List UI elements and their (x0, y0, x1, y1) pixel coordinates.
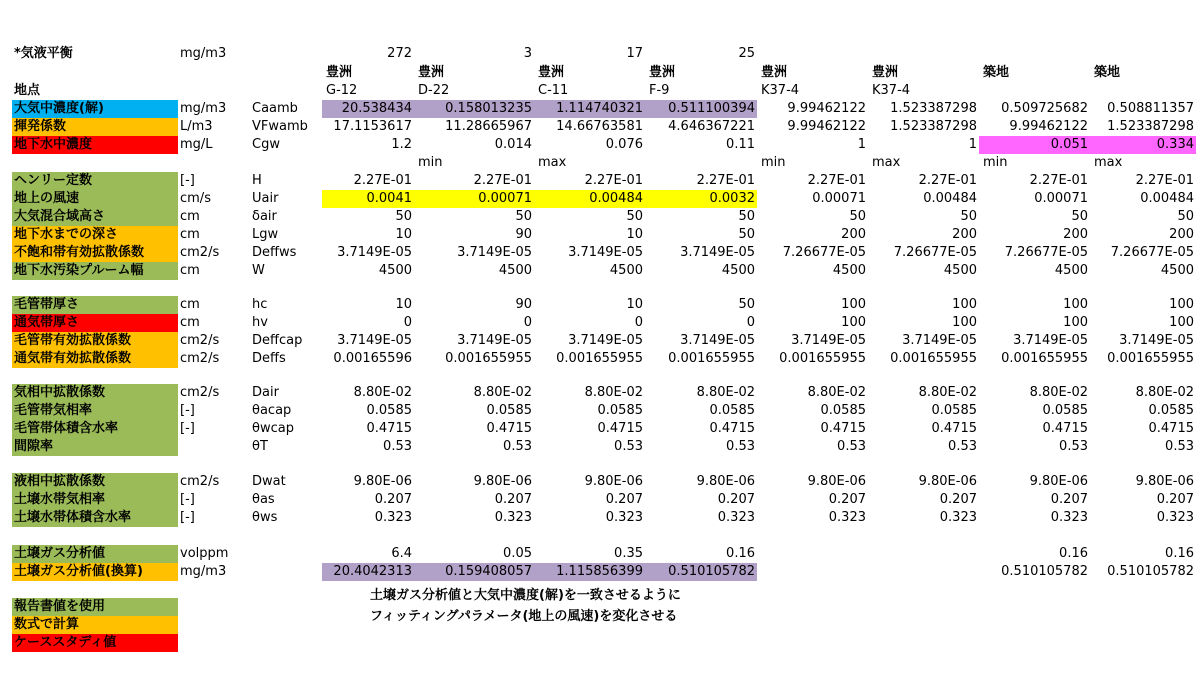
well-id: D-22 (418, 83, 450, 98)
cell: 0.511100394 (645, 100, 757, 118)
cell: 0.001655955 (556, 351, 643, 366)
cell: 0.0585 (709, 403, 755, 418)
cell: 0.0041 (322, 190, 414, 208)
table-row (0, 438, 1200, 456)
cell: 90 (515, 297, 532, 312)
cell: 8.80E-02 (918, 385, 977, 400)
site-row (0, 64, 1200, 82)
row-symbol: hc (252, 297, 268, 312)
row-symbol: δair (252, 209, 277, 224)
cell: 100 (1063, 297, 1088, 312)
legend-formula: 数式で計算 (12, 616, 178, 634)
site-name: 豊洲 (538, 65, 565, 80)
cell: 7.26677E-05 (893, 245, 977, 260)
cell: 0.0032 (645, 190, 757, 208)
row-symbol: θws (252, 510, 278, 525)
cell: 0.207 (939, 492, 977, 507)
cell: 0.014 (494, 137, 532, 152)
row-unit: cm2/s (180, 333, 220, 348)
cell: 0.0585 (366, 403, 412, 418)
cell: 200 (841, 227, 866, 242)
cell: 0.0585 (1148, 403, 1194, 418)
well-id: G-12 (326, 83, 358, 98)
row-unit: cm (180, 297, 200, 312)
cell: 3.7149E-05 (337, 245, 412, 260)
cell: 100 (952, 315, 977, 330)
equilibrium-row (0, 45, 1200, 63)
cell: 0.334 (1090, 136, 1196, 154)
table-row (0, 244, 1200, 262)
cell: 8.80E-02 (807, 385, 866, 400)
cell: 9.99462122 (787, 119, 866, 134)
cell: 0.510105782 (1001, 564, 1088, 579)
cell: 17.1153617 (333, 119, 412, 134)
cell: 50 (738, 227, 755, 242)
row-unit: cm (180, 263, 200, 278)
cell: 9.80E-06 (696, 474, 755, 489)
site-name: 豊洲 (649, 65, 676, 80)
cell: 0.158013235 (414, 100, 534, 118)
well-id: F-9 (649, 83, 670, 98)
cell: 0.509725682 (1001, 101, 1088, 116)
cell: 3.7149E-05 (337, 333, 412, 348)
cell: 0.001655955 (445, 351, 532, 366)
cell: 0.001655955 (1107, 351, 1194, 366)
row-label: 間隙率 (12, 438, 178, 456)
row-label: 液相中拡散係数 (12, 473, 178, 491)
row-symbol: Deffws (252, 245, 297, 260)
cell: 0.323 (1050, 510, 1088, 525)
row-unit (180, 438, 250, 456)
cell: 0.16 (1165, 546, 1194, 561)
cell: 50 (738, 209, 755, 224)
cell: 0.4715 (931, 421, 977, 436)
fitting-note-line1: 土壌ガス分析値と大気中濃度(解)を一致させるように (370, 588, 681, 603)
cell: 3.7149E-05 (902, 333, 977, 348)
cell: 0.207 (828, 492, 866, 507)
cell: 50 (626, 209, 643, 224)
cell: 1.114740321 (534, 100, 645, 118)
site-name: 豊洲 (326, 65, 353, 80)
cell: 50 (515, 209, 532, 224)
row-label: 土壌水帯気相率 (12, 491, 178, 509)
cell: 4500 (498, 263, 532, 278)
row-label: 大気中濃度(解) (12, 100, 178, 118)
row-symbol: Uair (252, 191, 279, 206)
cell: 9.80E-06 (918, 474, 977, 489)
cell: 1.523387298 (890, 119, 977, 134)
cell: 100 (1169, 315, 1194, 330)
table-row (0, 100, 1200, 118)
cell: 100 (952, 297, 977, 312)
cell: 4500 (609, 263, 643, 278)
row-label: 土壌ガス分析値 (12, 545, 178, 563)
cell: 4500 (943, 263, 977, 278)
cell: 9.80E-06 (353, 474, 412, 489)
cell: 8.80E-02 (696, 385, 755, 400)
cell: 0.0585 (1042, 403, 1088, 418)
row-unit: [-] (180, 492, 195, 507)
row-label: 揮発係数 (12, 118, 178, 136)
site-name: 築地 (983, 65, 1010, 80)
cell: 6.4 (391, 546, 412, 561)
cell: 0.207 (1156, 492, 1194, 507)
table-row (0, 314, 1200, 332)
cell: 0.00484 (1140, 191, 1194, 206)
cell: 1.2 (391, 137, 412, 152)
cell: 0.11 (726, 137, 755, 152)
row-label: 毛管帯気相率 (12, 402, 178, 420)
minmax-label: max (1094, 155, 1123, 170)
cell: 0.53 (726, 439, 755, 454)
cell: 0.323 (374, 510, 412, 525)
row-unit: [-] (180, 510, 195, 525)
cell: 0.076 (605, 137, 643, 152)
cell: 0.35 (614, 546, 643, 561)
row-unit: [-] (180, 403, 195, 418)
row-label: 土壌水帯体積含水率 (12, 509, 178, 527)
cell: 0.00071 (812, 191, 866, 206)
cell: 0.159408057 (414, 563, 534, 581)
well-id: C-11 (538, 83, 569, 98)
minmax-label: min (418, 155, 443, 170)
cell: 3.7149E-05 (568, 333, 643, 348)
cell: 0.00071 (1034, 191, 1088, 206)
cell: 0.508811357 (1107, 101, 1194, 116)
row-symbol: hv (252, 315, 268, 330)
cell: 0.001655955 (668, 351, 755, 366)
cell: 2.27E-01 (473, 173, 532, 188)
cell: 2.27E-01 (807, 173, 866, 188)
cell: 4500 (1160, 263, 1194, 278)
cell: 9.80E-06 (807, 474, 866, 489)
row-symbol: θT (252, 439, 268, 454)
cell: 2.27E-01 (1135, 173, 1194, 188)
cell: 0.207 (494, 492, 532, 507)
row-unit: cm2/s (180, 245, 220, 260)
row-symbol: Deffcap (252, 333, 303, 348)
row-label: 不飽和帯有効拡散係数 (12, 244, 178, 262)
table-row (0, 296, 1200, 314)
row-label: 毛管帯体積含水率 (12, 420, 178, 438)
cell: 0.323 (605, 510, 643, 525)
table-row (0, 402, 1200, 420)
point-label: 地点 (14, 83, 41, 98)
cell: 0.323 (494, 510, 532, 525)
row-label: 地下水汚染プルーム幅 (12, 262, 178, 280)
row-unit: mg/m3 (180, 101, 227, 116)
cell: 200 (952, 227, 977, 242)
cell: 0 (746, 315, 755, 330)
cell: 4.646367221 (668, 119, 755, 134)
cell: 4500 (1054, 263, 1088, 278)
row-unit: cm (180, 209, 200, 224)
cell: 0.207 (374, 492, 412, 507)
cell: 8.80E-02 (1029, 385, 1088, 400)
row-symbol: Deffs (252, 351, 286, 366)
minmax-label: max (538, 155, 567, 170)
row-symbol: H (252, 173, 262, 188)
site-name: 築地 (1094, 65, 1121, 80)
cell: 0.00484 (534, 190, 645, 208)
cell: 1 (857, 137, 866, 152)
table-row (0, 384, 1200, 402)
cell: 0.53 (383, 439, 412, 454)
cell: 0.323 (828, 510, 866, 525)
cell: 3.7149E-05 (680, 245, 755, 260)
cell: 20.4042313 (322, 563, 414, 581)
row-symbol: Caamb (252, 101, 298, 116)
cell: 4500 (721, 263, 755, 278)
row-symbol: VFwamb (252, 119, 308, 134)
cell: 0.323 (717, 510, 755, 525)
cell: 50 (1071, 209, 1088, 224)
cell: 0.4715 (1042, 421, 1088, 436)
cell: 50 (395, 209, 412, 224)
equilibrium-value: 3 (523, 46, 532, 61)
cell: 0.323 (939, 510, 977, 525)
cell: 2.27E-01 (353, 173, 412, 188)
cell: 200 (1169, 227, 1194, 242)
table-row (0, 208, 1200, 226)
cell: 0.53 (1059, 439, 1088, 454)
cell: 0.00484 (923, 191, 977, 206)
cell: 0.4715 (366, 421, 412, 436)
row-unit: volppm (180, 546, 229, 561)
row-symbol: Dair (252, 385, 279, 400)
row-symbol: Lgw (252, 227, 279, 242)
cell: 2.27E-01 (696, 173, 755, 188)
row-label: 毛管帯厚さ (12, 296, 178, 314)
well-id: K37-4 (872, 83, 911, 98)
legend-report-value: 報告書値を使用 (12, 598, 178, 616)
cell: 0.001655955 (1001, 351, 1088, 366)
table-row (0, 226, 1200, 244)
cell: 9.99462122 (787, 101, 866, 116)
cell: 4500 (832, 263, 866, 278)
cell: 0.510105782 (1107, 564, 1194, 579)
cell: 7.26677E-05 (1004, 245, 1088, 260)
cell: 1.523387298 (1107, 119, 1194, 134)
cell: 90 (515, 227, 532, 242)
cell: 0.001655955 (779, 351, 866, 366)
row-symbol: θacap (252, 403, 292, 418)
cell: 0.207 (1050, 492, 1088, 507)
row-unit: cm2/s (180, 474, 220, 489)
table-row (0, 118, 1200, 136)
row-unit: [-] (180, 173, 195, 188)
table-row (0, 491, 1200, 509)
cell: 0.4715 (1148, 421, 1194, 436)
cell: 50 (849, 209, 866, 224)
cell: 0.0585 (486, 403, 532, 418)
cell: 3.7149E-05 (1119, 333, 1194, 348)
cell: 0.00071 (414, 190, 534, 208)
equilibrium-value: 272 (387, 46, 412, 61)
minmax-row (0, 154, 1200, 172)
cell: 0.207 (717, 492, 755, 507)
cell: 0.207 (605, 492, 643, 507)
table-row (0, 563, 1200, 581)
cell: 0.53 (1165, 439, 1194, 454)
cell: 1 (968, 137, 977, 152)
cell: 0.53 (614, 439, 643, 454)
cell: 0.4715 (709, 421, 755, 436)
cell: 20.538434 (322, 100, 414, 118)
cell: 2.27E-01 (918, 173, 977, 188)
cell: 10 (395, 227, 412, 242)
cell: 100 (1063, 315, 1088, 330)
cell: 8.80E-02 (473, 385, 532, 400)
minmax-label: min (983, 155, 1008, 170)
cell: 0.53 (837, 439, 866, 454)
cell: 9.80E-06 (1029, 474, 1088, 489)
cell: 200 (1063, 227, 1088, 242)
row-symbol: θwcap (252, 421, 294, 436)
row-unit: cm2/s (180, 351, 220, 366)
cell: 3.7149E-05 (680, 333, 755, 348)
row-unit: cm (180, 315, 200, 330)
site-name: 豊洲 (872, 65, 899, 80)
cell: 0.051 (979, 136, 1090, 154)
row-label: 大気混合域高さ (12, 208, 178, 226)
equilibrium-value: 25 (738, 46, 755, 61)
cell: 2.27E-01 (584, 173, 643, 188)
cell: 100 (841, 315, 866, 330)
row-label: 地下水までの深さ (12, 226, 178, 244)
table-row (0, 332, 1200, 350)
row-label: 通気帯有効拡散係数 (12, 350, 178, 368)
cell: 0.0585 (931, 403, 977, 418)
well-id: K37-4 (761, 83, 800, 98)
table-row (0, 262, 1200, 280)
row-unit: L/m3 (180, 119, 213, 134)
equilibrium-title: *気液平衡 (14, 46, 73, 61)
table-row (0, 190, 1200, 208)
minmax-label: min (761, 155, 786, 170)
table-row (0, 350, 1200, 368)
cell: 4500 (378, 263, 412, 278)
cell: 10 (395, 297, 412, 312)
row-unit: cm/s (180, 191, 211, 206)
row-unit: cm2/s (180, 385, 220, 400)
table-row (0, 172, 1200, 190)
cell: 9.99462122 (1009, 119, 1088, 134)
row-label: 地下水中濃度 (12, 136, 178, 154)
cell: 14.66763581 (556, 119, 643, 134)
fitting-note-line2: フィッティングパラメータ(地上の風速)を変化させる (370, 609, 678, 624)
cell: 0.4715 (597, 421, 643, 436)
cell: 1.115856399 (534, 563, 645, 581)
cell: 0.510105782 (645, 563, 757, 581)
cell: 0.00165596 (333, 351, 412, 366)
table-row (0, 420, 1200, 438)
cell: 11.28665967 (445, 119, 532, 134)
row-label: 通気帯厚さ (12, 314, 178, 332)
cell: 0 (634, 315, 643, 330)
cell: 3.7149E-05 (1013, 333, 1088, 348)
cell: 0.001655955 (890, 351, 977, 366)
legend-row (0, 598, 1200, 616)
row-symbol: W (252, 263, 265, 278)
row-symbol: θas (252, 492, 275, 507)
row-label: 毛管帯有効拡散係数 (12, 332, 178, 350)
cell: 2.27E-01 (1029, 173, 1088, 188)
legend-row (0, 634, 1200, 652)
cell: 3.7149E-05 (791, 333, 866, 348)
cell: 9.80E-06 (473, 474, 532, 489)
cell: 0.4715 (820, 421, 866, 436)
cell: 0 (403, 315, 412, 330)
row-unit: mg/L (180, 137, 213, 152)
table-row (0, 136, 1200, 154)
cell: 9.80E-06 (584, 474, 643, 489)
table-row (0, 509, 1200, 527)
cell: 100 (1169, 297, 1194, 312)
row-unit: cm (180, 227, 200, 242)
cell: 0.53 (503, 439, 532, 454)
minmax-label: max (872, 155, 901, 170)
legend-case-study: ケーススタディ値 (12, 634, 178, 652)
cell: 0.0585 (597, 403, 643, 418)
cell: 8.80E-02 (584, 385, 643, 400)
row-symbol: Cgw (252, 137, 280, 152)
cell: 0 (523, 315, 532, 330)
row-unit: [-] (180, 421, 195, 436)
cell: 0.53 (948, 439, 977, 454)
cell: 0.0585 (820, 403, 866, 418)
cell: 9.80E-06 (1135, 474, 1194, 489)
cell: 0.4715 (486, 421, 532, 436)
cell: 8.80E-02 (1135, 385, 1194, 400)
row-label: 地上の風速 (12, 190, 178, 208)
site-name: 豊洲 (418, 65, 445, 80)
well-row (0, 82, 1200, 100)
cell: 10 (626, 227, 643, 242)
cell: 100 (841, 297, 866, 312)
cell: 50 (960, 209, 977, 224)
cell: 7.26677E-05 (782, 245, 866, 260)
equilibrium-unit: mg/m3 (180, 46, 227, 61)
row-label: ヘンリー定数 (12, 172, 178, 190)
cell: 0.323 (1156, 510, 1194, 525)
cell: 3.7149E-05 (568, 245, 643, 260)
cell: 8.80E-02 (353, 385, 412, 400)
cell: 10 (626, 297, 643, 312)
cell: 3.7149E-05 (457, 333, 532, 348)
cell: 50 (1177, 209, 1194, 224)
cell: 50 (738, 297, 755, 312)
equilibrium-value: 17 (626, 46, 643, 61)
row-unit: mg/m3 (180, 564, 227, 579)
cell: 0.05 (503, 546, 532, 561)
cell: 0.16 (1059, 546, 1088, 561)
cell: 7.26677E-05 (1110, 245, 1194, 260)
cell: 0.16 (726, 546, 755, 561)
legend-row (0, 616, 1200, 634)
site-name: 豊洲 (761, 65, 788, 80)
row-label: 気相中拡散係数 (12, 384, 178, 402)
cell: 3.7149E-05 (457, 245, 532, 260)
table-row (0, 545, 1200, 563)
table-row (0, 473, 1200, 491)
row-symbol: Dwat (252, 474, 286, 489)
cell: 1.523387298 (890, 101, 977, 116)
row-label: 土壌ガス分析値(換算) (12, 563, 178, 581)
